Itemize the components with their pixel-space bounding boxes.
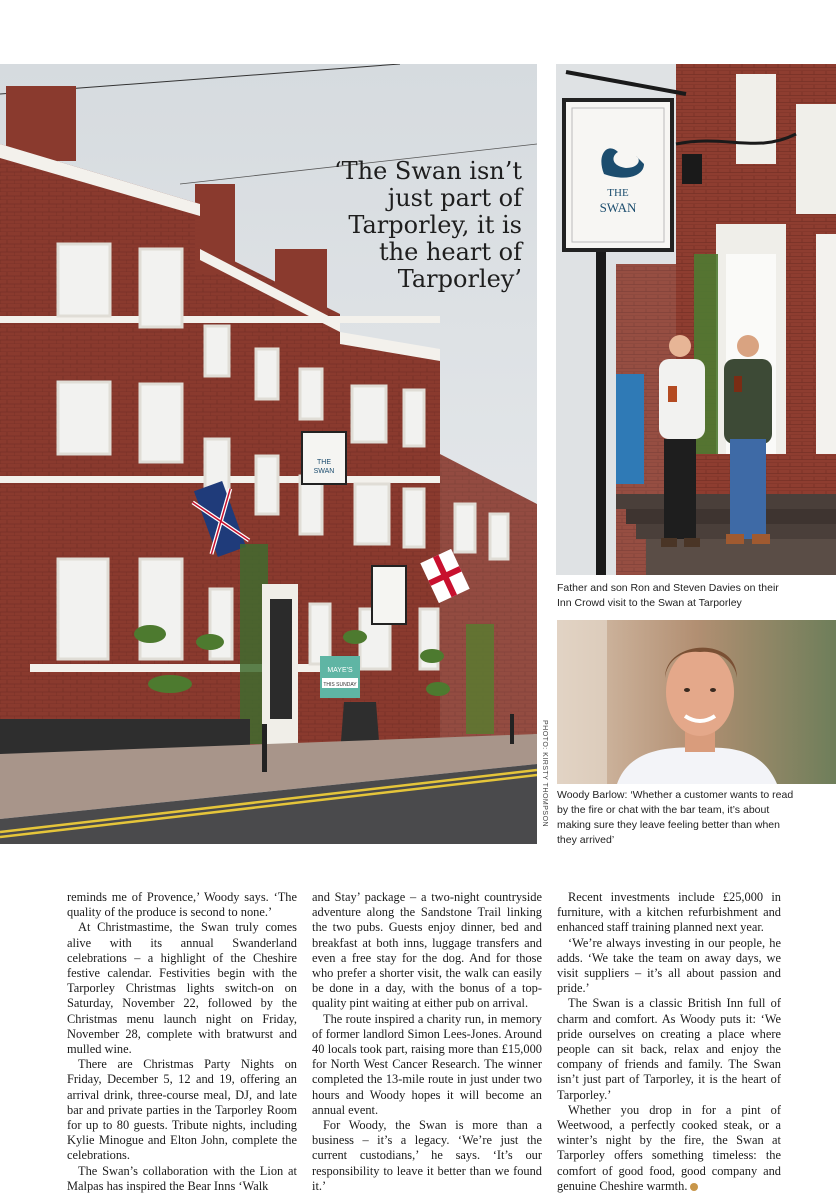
pull-quote — [292, 158, 522, 293]
paragraph: and Stay’ package – a two-night countryside adventure along the Sandstone Trail linking the two pubs. Guests enjoy dinner, bed and breakfast at both inns, luggage transfers and even a free stay for the dog. And for those who prefer a shorter visit, the walk can easily be done in a day, with the bonus of a top-quality pint waiting at either pub on arrival. — [312, 890, 542, 1011]
cafe-sign-sub-text: THIS SUNDAY — [323, 682, 357, 688]
paragraph-text: Whether you drop in for a pint of Weetwood, a perfectly cooked steak, or a winter’s night by the fire, the Swan at Tarporley offers something timeless: the comfort of good food, good company and genuine Cheshire warmth. — [557, 1102, 781, 1193]
paragraph: For Woody, the Swan is more than a business – it’s a legacy. ‘We’re just the current custodians,’ he says. ‘It’s our responsibility to leave it better than we found it.’ — [312, 1118, 542, 1193]
paragraph: At Christmastime, the Swan truly comes alive with its annual Swanderland celebrations – a highlight of the Cheshire festive calendar. Festivities begin with the Tarporley Christmas lights switch-on on Saturday, November 22, followed by the Christmas menu launch night on Friday, November 28, complete with bratwurst and mulled wine. — [67, 920, 297, 1057]
ron-steven-illustration — [556, 64, 836, 575]
pull-quote-line: Tarporley, it is — [348, 211, 522, 239]
photo-credit: PHOTO: KIRSTY THOMPSON — [541, 720, 548, 828]
paragraph: ‘We’re always investing in our people, he adds. ‘We take the team on away days, we visit suppliers – it’s all about passion and pride.’ — [557, 935, 781, 996]
paragraph: There are Christmas Party Nights on Friday, December 5, 12 and 19, offering an arrival drink, three-course meal, DJ, and late bar and private parties in the Tarporley Room for up to 80 guests. Tribute nights, including Kylie Minogue and Elton John, complete the celebrations. — [67, 1057, 297, 1163]
paragraph: The Swan’s collaboration with the Lion at Malpas has inspired the Bear Inns ‘Walk — [67, 1163, 297, 1193]
pull-quote-line: the heart of — [379, 238, 522, 266]
caption-woody: Woody Barlow: ‘Whether a customer wants to read by the fire or chat with the bar team, it’s about making sure they leave feeling better than when they arrived’ — [557, 789, 794, 846]
paragraph: Recent investments include £25,000 in furniture, with a kitchen refurbishment and enhanced staff training planned next year. — [557, 890, 781, 935]
photo-woody-barlow — [557, 620, 836, 784]
pull-quote-line: Tarporley’ — [397, 265, 522, 293]
article-column-1 — [67, 890, 297, 1194]
article-column-3 — [557, 890, 781, 1194]
pull-quote-line: ‘The Swan isn’t — [333, 157, 522, 185]
paragraph: reminds me of Provence,’ Woody says. ‘The quality of the produce is second to none.’ — [67, 890, 297, 920]
building-sign-text-2: SWAN — [313, 468, 335, 475]
paragraph — [557, 1103, 781, 1194]
paragraph: The route inspired a charity run, in memory of former landlord Simon Lees-Jones. Around 40 locals took part, raising more than £15,000 for North West Cancer Research. The winner completed the 13-mile route in just under two hours and Woody hopes it will become an annual event. — [312, 1011, 542, 1117]
article-column-2 — [312, 890, 542, 1194]
end-mark-icon — [690, 1183, 698, 1191]
building-sign-text: THE — [317, 459, 331, 466]
cafe-sign-text: MAYE'S — [327, 667, 353, 674]
caption-ron-steven: Father and son Ron and Steven Davies on their Inn Crowd visit to the Swan at Tarporley — [557, 582, 779, 609]
sign-text: THE — [607, 187, 629, 199]
pull-quote-line: just part of — [387, 184, 522, 212]
photo-ron-steven-davies — [556, 64, 836, 575]
woody-portrait-illustration — [557, 620, 836, 784]
sign-text-2: SWAN — [599, 200, 637, 215]
paragraph: The Swan is a classic British Inn full of charm and comfort. As Woody puts it: ‘We pride ourselves on creating a place where people can sit back, relax and enjoy the company of friends and family. The Swan isn’t just part of Tarporley, it is the heart of Tarporley.’ — [557, 996, 781, 1102]
